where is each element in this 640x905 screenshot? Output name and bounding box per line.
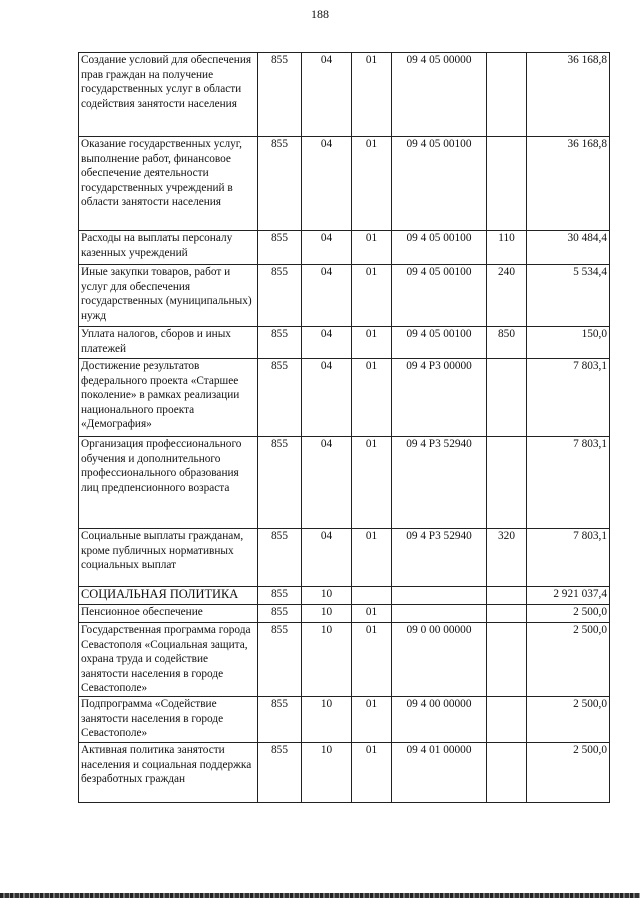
cell-section: 10 — [302, 696, 352, 742]
cell-subsection: 01 — [352, 359, 392, 437]
table-row — [79, 529, 610, 587]
cell-name: Активная политика занятости населения и социальная поддержка безработных граждан — [79, 742, 258, 802]
cell-expense-type — [487, 137, 527, 231]
cell-subsection: 01 — [352, 696, 392, 742]
cell-department: 855 — [258, 359, 302, 437]
cell-target-article: 09 4 05 00100 — [392, 265, 487, 327]
page-number: 188 — [311, 7, 329, 21]
table-row — [79, 623, 610, 697]
cell-amount: 2 500,0 — [527, 742, 610, 802]
cell-section: 04 — [302, 231, 352, 265]
cell-section: 04 — [302, 327, 352, 359]
cell-name: Создание условий для обеспечения прав граждан на получение государственных услуг в области содействия занятости населения — [79, 53, 258, 137]
cell-amount: 2 500,0 — [527, 623, 610, 697]
cell-subsection: 01 — [352, 231, 392, 265]
table-row — [79, 53, 610, 137]
cell-section: 04 — [302, 437, 352, 529]
cell-section: 10 — [302, 742, 352, 802]
cell-subsection: 01 — [352, 137, 392, 231]
table-row — [79, 231, 610, 265]
cell-subsection: 01 — [352, 265, 392, 327]
budget-table — [78, 52, 610, 803]
cell-section: 04 — [302, 137, 352, 231]
cell-expense-type — [487, 605, 527, 623]
cell-target-article: 09 4 05 00100 — [392, 137, 487, 231]
cell-department: 855 — [258, 696, 302, 742]
cell-amount: 30 484,4 — [527, 231, 610, 265]
cell-department: 855 — [258, 587, 302, 605]
table-row — [79, 265, 610, 327]
table-row — [79, 605, 610, 623]
cell-section: 04 — [302, 529, 352, 587]
cell-target-article: 09 0 00 00000 — [392, 623, 487, 697]
cell-section: 10 — [302, 605, 352, 623]
cell-department: 855 — [258, 529, 302, 587]
cell-name: Расходы на выплаты персоналу казенных учреждений — [79, 231, 258, 265]
cell-expense-type: 850 — [487, 327, 527, 359]
cell-name: Организация профессионального обучения и дополнительного профессионального образования лиц предпенсионного возраста — [79, 437, 258, 529]
cell-target-article: 09 4 P3 00000 — [392, 359, 487, 437]
cell-expense-type: 240 — [487, 265, 527, 327]
cell-target-article: 09 4 05 00000 — [392, 53, 487, 137]
cell-department: 855 — [258, 53, 302, 137]
table-row — [79, 137, 610, 231]
cell-target-article — [392, 605, 487, 623]
cell-department: 855 — [258, 137, 302, 231]
cell-subsection: 01 — [352, 623, 392, 697]
cell-expense-type — [487, 359, 527, 437]
cell-subsection: 01 — [352, 53, 392, 137]
cell-amount: 7 803,1 — [527, 437, 610, 529]
cell-amount: 7 803,1 — [527, 529, 610, 587]
table-row — [79, 742, 610, 802]
cell-subsection: 01 — [352, 742, 392, 802]
cell-target-article: 09 4 00 00000 — [392, 696, 487, 742]
cell-amount: 7 803,1 — [527, 359, 610, 437]
cell-name: СОЦИАЛЬНАЯ ПОЛИТИКА — [79, 587, 258, 605]
cell-name: Уплата налогов, сборов и иных платежей — [79, 327, 258, 359]
cell-subsection — [352, 587, 392, 605]
cell-name: Достижение результатов федерального проекта «Старшее поколение» в рамках реализации национального проекта «Демография» — [79, 359, 258, 437]
cell-name: Социальные выплаты гражданам, кроме публичных нормативных социальных выплат — [79, 529, 258, 587]
cell-department: 855 — [258, 605, 302, 623]
cell-expense-type — [487, 623, 527, 697]
cell-target-article: 09 4 01 00000 — [392, 742, 487, 802]
cell-amount: 2 921 037,4 — [527, 587, 610, 605]
table-row — [79, 359, 610, 437]
cell-department: 855 — [258, 437, 302, 529]
cell-amount: 2 500,0 — [527, 605, 610, 623]
cell-department: 855 — [258, 265, 302, 327]
cell-amount: 2 500,0 — [527, 696, 610, 742]
cell-name: Оказание государственных услуг, выполнение работ, финансовое обеспечение деятельности государственных учреждений в области занятости населения — [79, 137, 258, 231]
cell-section: 04 — [302, 265, 352, 327]
cell-name: Подпрограмма «Содействие занятости населения в городе Севастополе» — [79, 696, 258, 742]
cell-amount: 36 168,8 — [527, 137, 610, 231]
cell-expense-type: 320 — [487, 529, 527, 587]
cell-section: 04 — [302, 359, 352, 437]
cell-expense-type — [487, 696, 527, 742]
cell-subsection: 01 — [352, 529, 392, 587]
cell-subsection: 01 — [352, 327, 392, 359]
cell-department: 855 — [258, 327, 302, 359]
cell-department: 855 — [258, 742, 302, 802]
cell-target-article: 09 4 P3 52940 — [392, 437, 487, 529]
cell-name: Пенсионное обеспечение — [79, 605, 258, 623]
cell-target-article: 09 4 05 00100 — [392, 231, 487, 265]
cell-expense-type: 110 — [487, 231, 527, 265]
cell-department: 855 — [258, 231, 302, 265]
cell-target-article: 09 4 05 00100 — [392, 327, 487, 359]
cell-name: Государственная программа города Севастополя «Социальная защита, охрана труда и содействие занятости населения в городе Севастополе» — [79, 623, 258, 697]
cell-target-article — [392, 587, 487, 605]
cell-subsection: 01 — [352, 605, 392, 623]
cell-amount: 150,0 — [527, 327, 610, 359]
cell-department: 855 — [258, 623, 302, 697]
table-row — [79, 327, 610, 359]
cell-section: 04 — [302, 53, 352, 137]
cell-expense-type — [487, 742, 527, 802]
cell-expense-type — [487, 53, 527, 137]
cell-expense-type — [487, 437, 527, 529]
cell-expense-type — [487, 587, 527, 605]
scan-edge — [0, 893, 640, 898]
cell-amount: 5 534,4 — [527, 265, 610, 327]
table-row — [79, 437, 610, 529]
cell-target-article: 09 4 P3 52940 — [392, 529, 487, 587]
cell-section: 10 — [302, 623, 352, 697]
section-row — [79, 587, 610, 605]
cell-name: Иные закупки товаров, работ и услуг для обеспечения государственных (муниципальных) нужд — [79, 265, 258, 327]
cell-amount: 36 168,8 — [527, 53, 610, 137]
cell-section: 10 — [302, 587, 352, 605]
cell-subsection: 01 — [352, 437, 392, 529]
table-row — [79, 696, 610, 742]
